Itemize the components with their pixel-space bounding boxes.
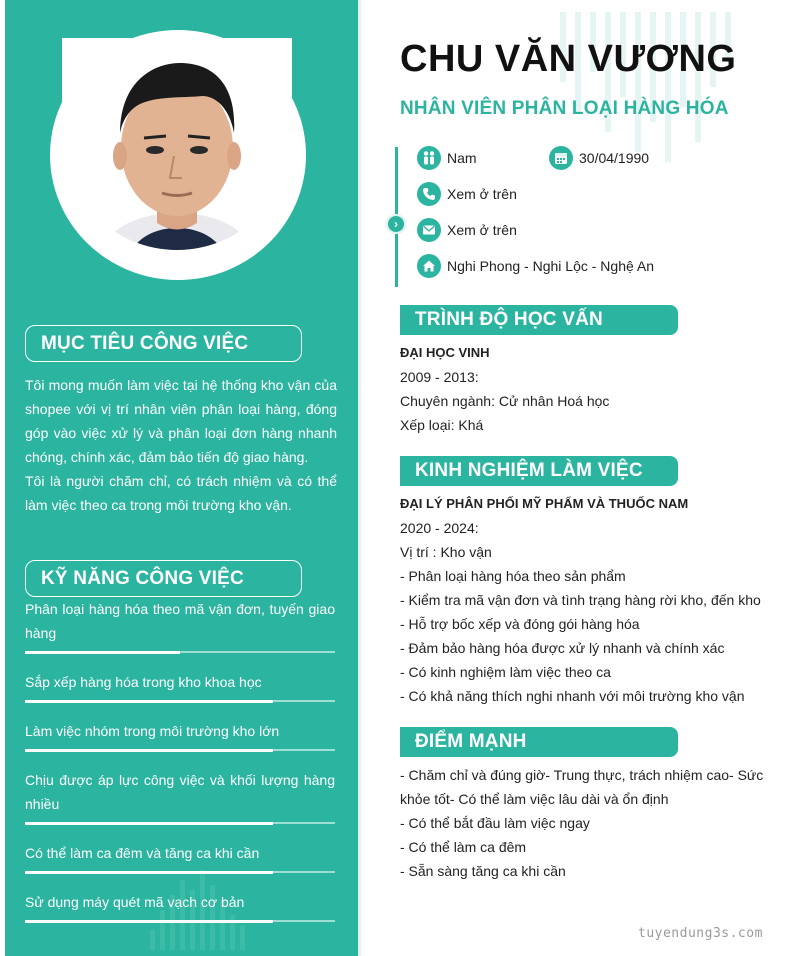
skill-label: Sử dụng máy quét mã vạch cơ bản bbox=[25, 894, 245, 910]
strength-list bbox=[400, 763, 772, 883]
skill-bar-fill bbox=[25, 651, 180, 654]
gender-value: Nam bbox=[447, 150, 477, 166]
mail-icon bbox=[417, 218, 441, 242]
duty-item: - Kiểm tra mã vận đơn và tình trạng hàng rời kho, đến kho bbox=[400, 592, 761, 608]
phone-value: Xem ở trên bbox=[447, 186, 517, 202]
duty-item: - Phân loại hàng hóa theo sản phẩm bbox=[400, 568, 626, 584]
address-row bbox=[417, 254, 654, 278]
skill-bar bbox=[25, 920, 335, 922]
phone-row bbox=[417, 182, 517, 206]
company-name: ĐẠI LÝ PHÂN PHỐI MỸ PHẨM VÀ THUỐC NAM bbox=[400, 496, 689, 511]
candidate-name: CHU VĂN VƯƠNG bbox=[400, 38, 737, 80]
home-icon bbox=[417, 254, 441, 278]
column-divider bbox=[358, 0, 361, 956]
strength-item: - Chăm chỉ và đúng giờ- Trung thực, trách nhiệm cao- Sức khỏe tốt- Có thể làm việc lâu dài và ổn định bbox=[400, 767, 764, 807]
skill-bar-fill bbox=[25, 749, 273, 752]
strengths-title: ĐIỂM MẠNH bbox=[400, 727, 678, 757]
skill-label: Làm việc nhóm trong môi trường kho lớn bbox=[25, 723, 280, 739]
skill-bar-fill bbox=[25, 871, 273, 874]
education-title: TRÌNH ĐỘ HỌC VẤN bbox=[400, 305, 678, 335]
skill-bar-fill bbox=[25, 700, 273, 703]
skill-bar bbox=[25, 749, 335, 751]
duty-item: - Có kinh nghiệm làm việc theo ca bbox=[400, 664, 611, 680]
calendar-icon bbox=[549, 146, 573, 170]
duty-item: - Đảm bảo hàng hóa được xử lý nhanh và chính xác bbox=[400, 640, 725, 656]
job-title: NHÂN VIÊN PHÂN LOẠI HÀNG HÓA bbox=[400, 98, 729, 119]
objective-paragraph: Tôi mong muốn làm việc tại hệ thống kho vận của shopee với vị trí nhân viên phân loại hàng, đóng góp vào việc xử lý và phân loại đơn hàng nhanh chóng, chính xác, đảm bảo tiến độ giao hàng. bbox=[25, 377, 337, 465]
school-name: ĐẠI HỌC VINH bbox=[400, 345, 490, 360]
skill-label: Có thể làm ca đêm và tăng ca khi cần bbox=[25, 845, 260, 861]
skill-bar bbox=[25, 822, 335, 824]
objective-title: MỤC TIÊU CÔNG VIỆC bbox=[25, 325, 302, 362]
skill-bar bbox=[25, 871, 335, 873]
skill-label: Phân loại hàng hóa theo mã vận đơn, tuyến giao hàng bbox=[25, 601, 335, 641]
objective-paragraph: Tôi là người chăm chỉ, có trách nhiệm và có thể làm việc theo ca trong môi trường kho vận. bbox=[25, 473, 337, 513]
experience-period: 2020 - 2024: bbox=[400, 520, 479, 536]
watermark: tuyendung3s.com bbox=[638, 926, 763, 941]
objective-text bbox=[25, 373, 337, 517]
education-major: Chuyên ngành: Cử nhân Hoá học bbox=[400, 393, 610, 409]
strength-item: - Có thể bắt đầu làm việc ngay bbox=[400, 815, 590, 831]
skill-label: Chịu được áp lực công việc và khối lượng hàng nhiều bbox=[25, 772, 335, 812]
skill-bar-fill bbox=[25, 822, 273, 825]
gender-row bbox=[417, 146, 477, 170]
skills-title: KỸ NĂNG CÔNG VIỆC bbox=[25, 560, 302, 597]
email-value: Xem ở trên bbox=[447, 222, 517, 238]
phone-icon bbox=[417, 182, 441, 206]
duty-list bbox=[400, 564, 772, 708]
birthday-value: 30/04/1990 bbox=[579, 150, 650, 166]
email-row bbox=[417, 218, 517, 242]
strength-item: - Có thể làm ca đêm bbox=[400, 839, 527, 855]
experience-title: KINH NGHIỆM LÀM VIỆC bbox=[400, 456, 678, 486]
skill-bar bbox=[25, 651, 335, 653]
strength-item: - Sẵn sàng tăng ca khi cần bbox=[400, 863, 566, 879]
skill-bar-fill bbox=[25, 920, 273, 923]
skill-label: Sắp xếp hàng hóa trong kho khoa học bbox=[25, 674, 262, 690]
address-value: Nghi Phong - Nghi Lộc - Nghệ An bbox=[447, 258, 655, 274]
people-icon bbox=[417, 146, 441, 170]
education-grade: Xếp loại: Khá bbox=[400, 417, 484, 433]
chevron-right-icon: › bbox=[386, 214, 406, 234]
duty-item: - Có khả năng thích nghi nhanh với môi trường kho vận bbox=[400, 688, 745, 704]
experience-position: Vị trí : Kho vận bbox=[400, 544, 492, 560]
skill-bar bbox=[25, 700, 335, 702]
birthday-row bbox=[549, 146, 649, 170]
duty-item: - Hỗ trợ bốc xếp và đóng gói hàng hóa bbox=[400, 616, 640, 632]
education-period: 2009 - 2013: bbox=[400, 369, 479, 385]
